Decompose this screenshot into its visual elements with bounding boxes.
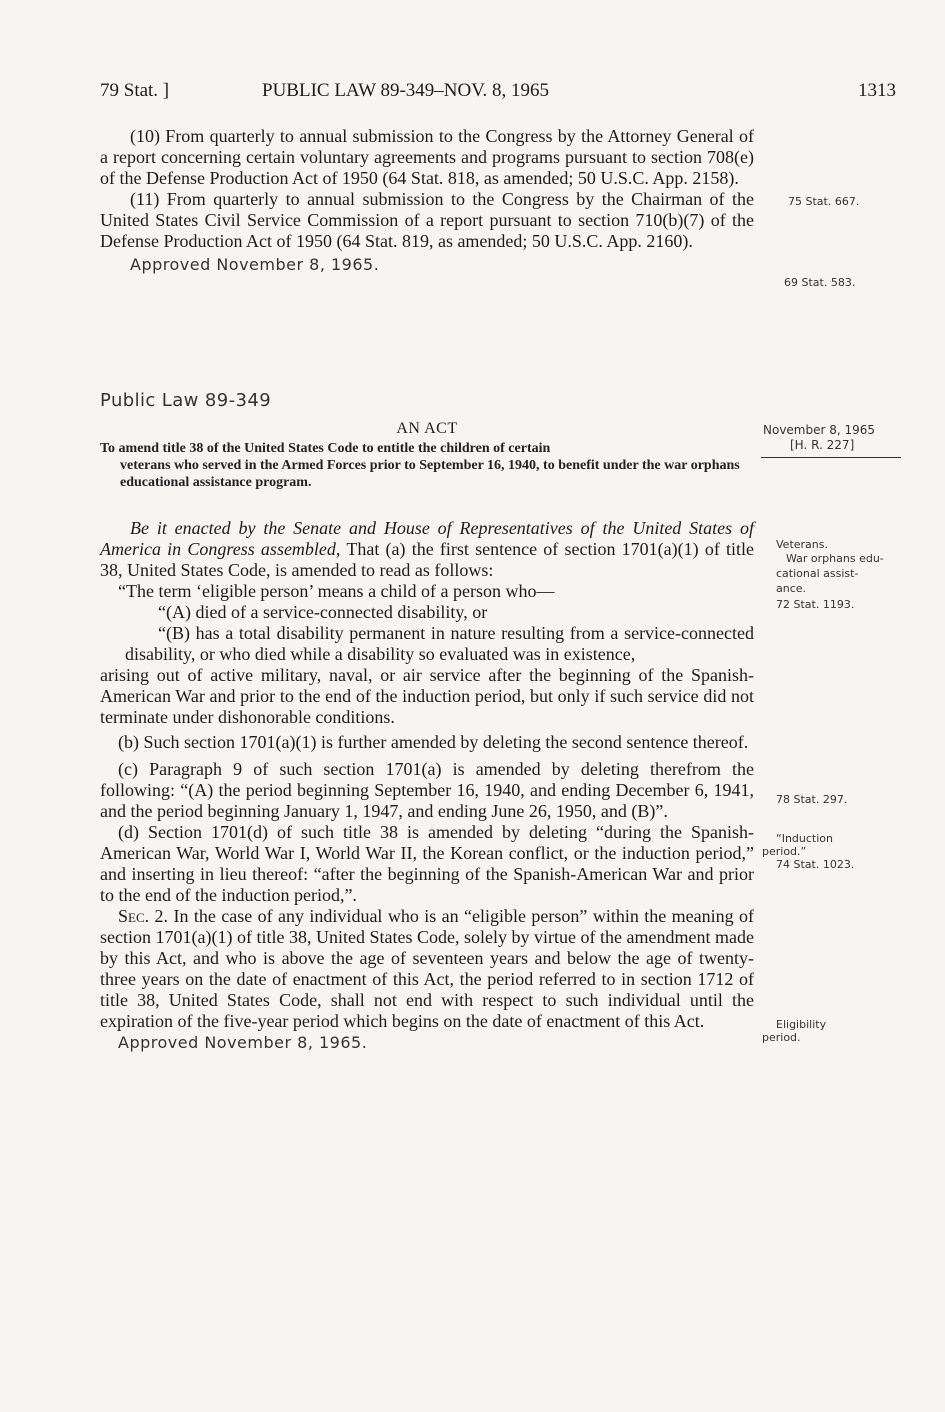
public-law-heading: Public Law 89-349 — [100, 390, 272, 411]
quote-intro: “The term ‘eligible person’ means a child of a person who— — [118, 581, 555, 601]
enacting-formula: Be it enacted by the Senate and House of Representatives of the United States of America in Congress assembled, — [100, 518, 754, 559]
margin-note-induction-2: period.” — [762, 845, 807, 858]
page-number: 1313 — [858, 80, 896, 101]
section-2-label: Sec. 2. — [118, 906, 169, 926]
margin-note-eligibility-2: period. — [762, 1031, 801, 1044]
enacting-text: That (a) the first sentence of section 1701(a)(1) of title 38, United States Code, is amended to read as follows: — [100, 539, 755, 580]
act-title-rest: veterans who served in the Armed Forces prior to September 16, 1940, to benefit under the war orphans educational assistance program. — [120, 458, 740, 490]
arising-clause: arising out of active military, naval, or air service after the beginning of the Spanish-American War and prior to the end of the induction period, but only if such service did not terminate under dishonorable conditions. — [100, 665, 754, 727]
margin-note-75-stat-667: 75 Stat. 667. — [788, 195, 860, 208]
running-head-volume: 79 Stat. ] — [100, 80, 170, 101]
approved-date-bottom: Approved November 8, 1965. — [118, 1033, 368, 1052]
paragraph-10: (10) From quarterly to annual submission to the Congress by the Attorney General of a report concerning certain voluntary agreements and programs pursuant to section 708(e) of the Defense Production Act of 1950 (64 Stat. 818, as amended; 50 U.S.C. App. 2158). — [100, 126, 754, 188]
running-head-title: PUBLIC LAW 89-349–NOV. 8, 1965 — [262, 80, 550, 101]
approved-date-top: Approved November 8, 1965. — [130, 255, 380, 274]
section-2 — [100, 906, 754, 1032]
margin-note-bill: [H. R. 227] — [790, 438, 855, 452]
margin-note-eligibility-1: Eligibility — [776, 1018, 827, 1031]
act-body — [100, 518, 754, 1053]
margin-note-induction-1: “Induction — [776, 832, 833, 845]
margin-note-74-stat-1023: 74 Stat. 1023. — [776, 858, 855, 871]
margin-note-war-orphans-2: cational assist- — [776, 567, 859, 580]
margin-note-date: November 8, 1965 — [763, 423, 876, 437]
margin-note-72-stat-1193: 72 Stat. 1193. — [776, 598, 855, 611]
margin-note-war-orphans-3: ance. — [776, 582, 807, 595]
top-section — [100, 126, 754, 275]
paragraph-b: (b) Such section 1701(a)(1) is further amended by deleting the second sentence thereof. — [118, 732, 749, 752]
section-2-text: In the case of any individual who is an “eligible person” within the meaning of section 1701(a)(1) of title 38, United States Code, solely by virtue of the amendment made by this Act, and who is above the age of seventeen years and below the age of twenty-three years on the date of enactment of this Act, the period referred to in section 1712 of title 38, United States Code, shall not end with respect to such individual until the expiration of the five-year period which begins on the date of enactment of this Act. — [100, 906, 755, 1031]
paragraph-d: (d) Section 1701(d) of such title 38 is amended by deleting “during the Spanish-American War, World War I, World War II, the Korean conflict, or the induction period,” and inserting in lieu thereof: “after the beginning of the Spanish-American War and prior to the end of the induction period,”. — [100, 822, 754, 905]
margin-note-veterans: Veterans. — [776, 538, 828, 551]
an-act-label: AN ACT — [396, 420, 458, 437]
margin-note-69-stat-583: 69 Stat. 583. — [784, 276, 856, 289]
act-title-line1: To amend title 38 of the United States Code to entitle the children of certain — [100, 441, 551, 456]
enacting-clause — [100, 518, 754, 581]
paragraph-11: (11) From quarterly to annual submission to the Congress by the Chairman of the United States Civil Service Commission of a report pursuant to section 710(b)(7) of the Defense Production Act of 1950 (64 Stat. 819, as amended; 50 U.S.C. App. 2160). — [100, 189, 754, 251]
act-title — [100, 440, 754, 491]
clause-b: “(B) has a total disability permanent in nature resulting from a service-connected disability, or who died while a disability so evaluated was in existence, — [125, 623, 754, 664]
clause-a: “(A) died of a service-connected disability, or — [158, 602, 488, 622]
margin-note-war-orphans-1: War orphans edu- — [786, 552, 884, 565]
paragraph-c: (c) Paragraph 9 of such section 1701(a) is amended by deleting therefrom the following: “(A) the period beginning September 16, 1940, and ending December 6, 1941, and the period beginning January 1, 1947, and ending June 26, 1950, and (B)”. — [100, 759, 754, 821]
margin-note-78-stat-297: 78 Stat. 297. — [776, 793, 848, 806]
bill-rule — [761, 457, 901, 458]
